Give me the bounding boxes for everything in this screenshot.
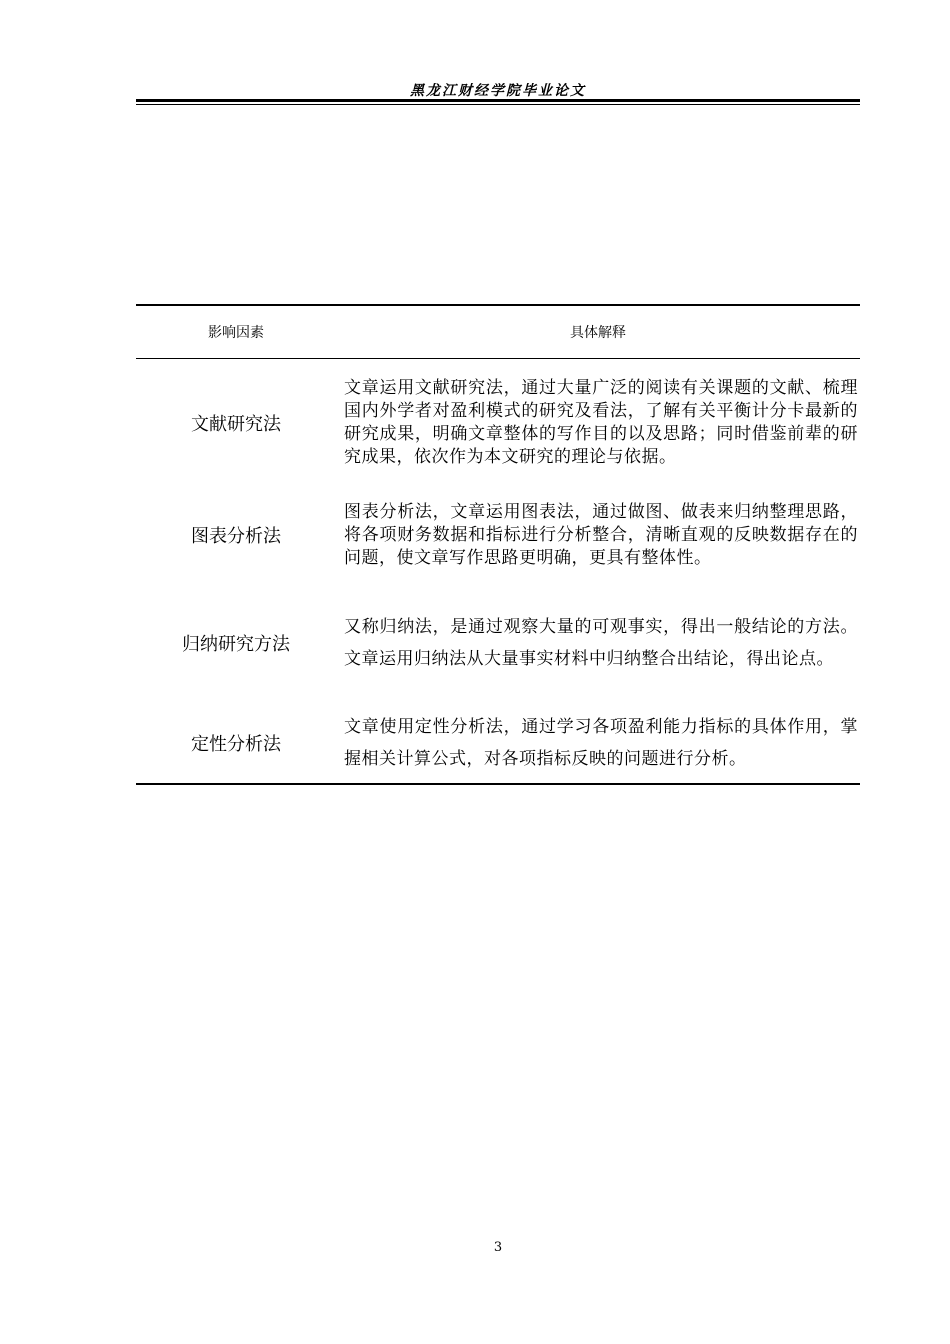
column-header-explanation: 具体解释: [570, 325, 626, 341]
explanation-cell: 文章使用定性分析法，通过学习各项盈利能力指标的具体作用，掌握相关计算公式，对各项指标反映的问题进行分析。: [344, 717, 858, 769]
explanation-cell: 文章运用文献研究法，通过大量广泛的阅读有关课题的文献、梳理国内外学者对盈利模式的研究及看法，了解有关平衡计分卡最新的研究成果，明确文章整体的写作目的以及思路；同时借鉴前辈的研究成果，依次作为本文研究的理论与依据。: [344, 378, 858, 467]
factor-cell: 图表分析法: [191, 526, 281, 547]
table-header-row: [136, 306, 860, 359]
factor-cell: 定性分析法: [191, 734, 281, 755]
table-row: [136, 583, 860, 703]
research-methods-table: [136, 304, 860, 785]
factor-cell: 文献研究法: [191, 414, 281, 435]
table-row: [136, 359, 860, 487]
page-number: 3: [493, 1240, 503, 1255]
factor-cell: 归纳研究方法: [182, 634, 290, 655]
explanation-cell: 图表分析法，文章运用图表法，通过做图、做表来归纳整理思路，将各项财务数据和指标进行分析整合，清晰直观的反映数据存在的问题，使文章写作思路更明确，更具有整体性。: [344, 501, 858, 568]
header-rule-thin: [136, 104, 860, 105]
column-header-factor: 影响因素: [208, 325, 264, 341]
table-row: [136, 487, 860, 583]
header-rule-thick: [136, 99, 860, 102]
explanation-cell: 又称归纳法，是通过观察大量的可观事实，得出一般结论的方法。文章运用归纳法从大量事实材料中归纳整合出结论，得出论点。: [344, 617, 858, 669]
header-title: 黑龙江财经学院毕业论文: [410, 83, 586, 99]
table-row: [136, 703, 860, 783]
